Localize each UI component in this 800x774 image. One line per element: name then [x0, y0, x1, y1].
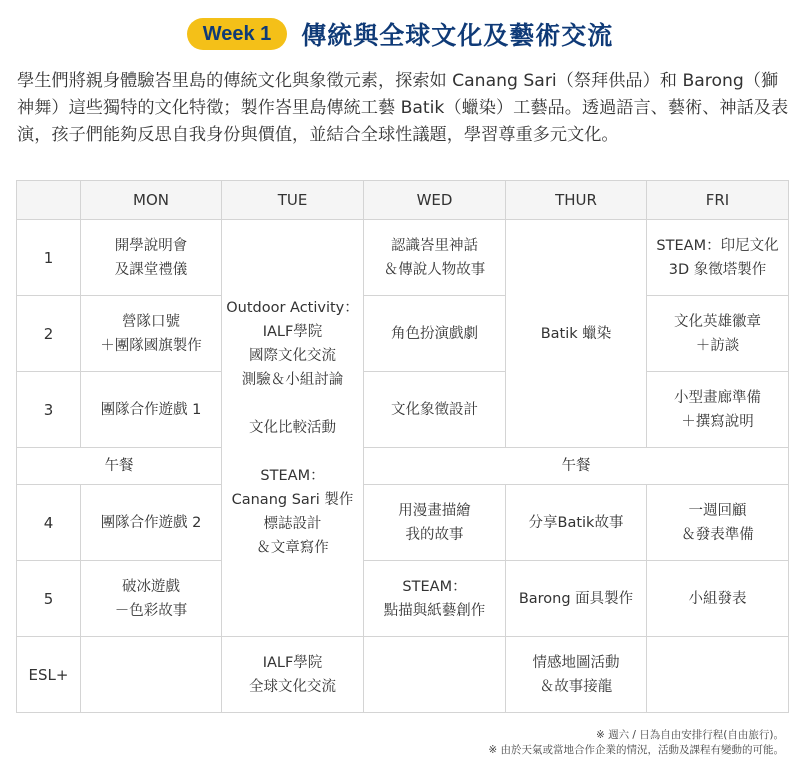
schedule-table	[16, 180, 789, 713]
cell-wed-2: 角色扮演戲劇	[364, 296, 506, 372]
header-wed: WED	[364, 181, 506, 220]
cell-fri-4: 一週回顧 ＆發表準備	[647, 485, 789, 561]
cell-mon-2: 營隊口號 ＋團隊國旗製作	[81, 296, 222, 372]
intro-paragraph: 學生們將親身體驗峇里島的傳統文化與象徵元素，探索如 Canang Sari（祭拜供品）和 Barong（獅神舞）這些獨特的文化特徵；製作峇里島傳統工藝 Batik（蠟染）工藝品。透過語言、藝術、神話及表演，孩子們能夠反思自我身份與價值，並結合全球性議題，學習尊重多元文化。	[17, 71, 789, 145]
period-label: 2	[17, 296, 81, 372]
table-row	[17, 220, 789, 296]
table-row	[17, 485, 789, 561]
cell-fri-2: 文化英雄徽章 ＋訪談	[647, 296, 789, 372]
cell-thur-4: 分享Batik故事	[506, 485, 647, 561]
lunch-row	[17, 448, 789, 485]
cell-wed-1: 認識峇里神話 ＆傳說人物故事	[364, 220, 506, 296]
period-label: 5	[17, 561, 81, 637]
cell-mon-4: 團隊合作遊戲 2	[81, 485, 222, 561]
header-fri: FRI	[647, 181, 789, 220]
cell-fri-1: STEAM：印尼文化 3D 象徵塔製作	[647, 220, 789, 296]
header-corner	[17, 181, 81, 220]
header-thur: THUR	[506, 181, 647, 220]
cell-mon-1: 開學說明會 及課堂禮儀	[81, 220, 222, 296]
lunch-label-right: 午餐	[364, 448, 789, 485]
cell-tue-esl: IALF學院 全球文化交流	[222, 637, 364, 713]
table-row	[17, 561, 789, 637]
cell-mon-esl	[81, 637, 222, 713]
cell-wed-3: 文化象徵設計	[364, 372, 506, 448]
header-mon: MON	[81, 181, 222, 220]
period-label: ESL+	[17, 637, 81, 713]
header	[0, 14, 800, 54]
period-label: 1	[17, 220, 81, 296]
cell-fri-5: 小組發表	[647, 561, 789, 637]
table-row	[17, 372, 789, 448]
cell-thur-esl: 情感地圖活動 ＆故事接龍	[506, 637, 647, 713]
cell-wed-5: STEAM： 點描與紙藝創作	[364, 561, 506, 637]
period-label: 3	[17, 372, 81, 448]
footnote-changes: ※ 由於天氣或當地合作企業的情況，活動及課程有變動的可能。	[488, 744, 784, 756]
lunch-label-left: 午餐	[17, 448, 222, 485]
page-title: 傳統與全球文化及藝術交流	[301, 21, 614, 50]
cell-wed-4: 用漫畫描繪 我的故事	[364, 485, 506, 561]
cell-mon-5: 破冰遊戲 －色彩故事	[81, 561, 222, 637]
footnote-weekend: ※ 週六 / 日為自由安排行程(自由旅行)。	[595, 729, 784, 741]
table-header-row	[17, 181, 789, 220]
period-label: 4	[17, 485, 81, 561]
cell-mon-3: 團隊合作遊戲 1	[81, 372, 222, 448]
footnotes	[488, 728, 784, 758]
cell-thur-batik: Batik 蠟染	[506, 220, 647, 448]
table-row	[17, 637, 789, 713]
cell-fri-3: 小型畫廊準備 ＋撰寫說明	[647, 372, 789, 448]
cell-tue-morning: Outdoor Activity： IALF學院 國際文化交流 測驗＆小組討論 文化比較活動 STEAM： Canang Sari 製作 標誌設計 ＆文章寫作	[222, 220, 364, 637]
table-row	[17, 296, 789, 372]
cell-wed-esl	[364, 637, 506, 713]
header-tue: TUE	[222, 181, 364, 220]
cell-fri-esl	[647, 637, 789, 713]
week-badge: Week 1	[187, 18, 288, 50]
cell-thur-5: Barong 面具製作	[506, 561, 647, 637]
